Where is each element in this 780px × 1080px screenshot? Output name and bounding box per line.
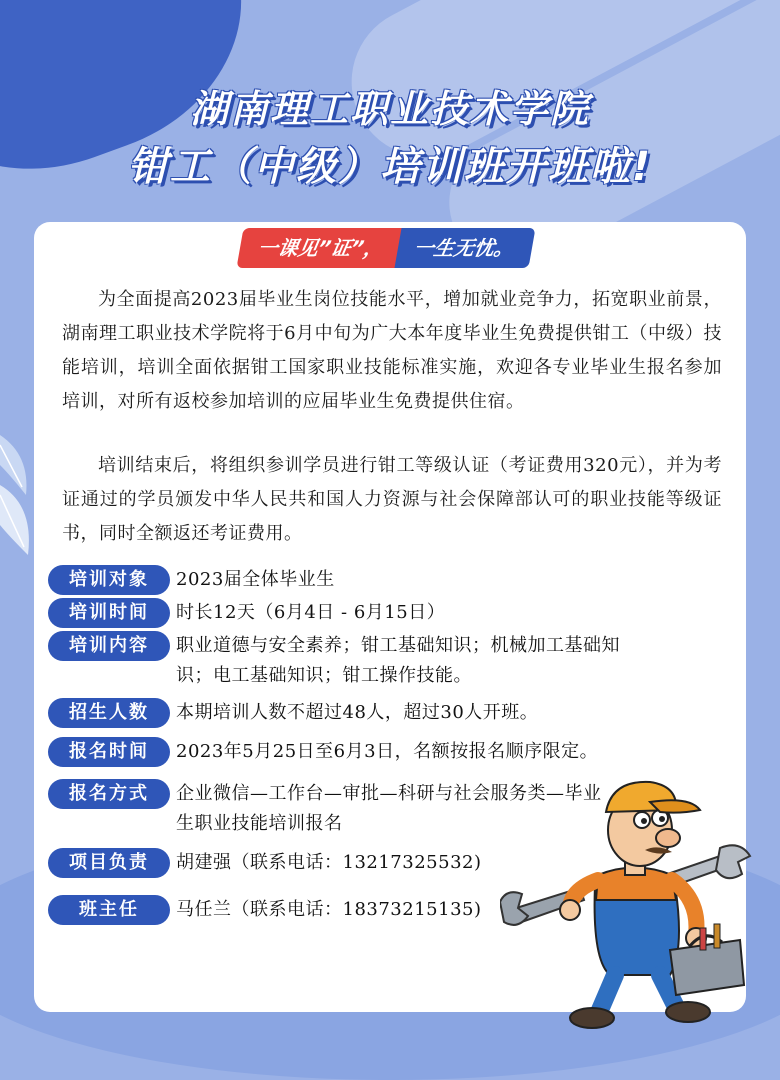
intro-paragraph: 为全面提高2023届毕业生岗位技能水平，增加就业竞争力，拓宽职业前景，湖南理工职业技术学院将于6月中旬为广大本年度毕业生免费提供钳工（中级）技能培训，培训全面依据钳工国家职业技能标准实施，欢迎各专业毕业生报名参加培训，对所有返校参加培训的应届毕业生免费提供住宿。	[62, 289, 722, 412]
certification-paragraph: 培训结束后，将组织参训学员进行钳工等级认证（考证费用320元），并为考证通过的学员颁发中华人民共和国人力资源与社会保障部认可的职业技能等级证书，同时全额返还考证费用。	[62, 455, 722, 544]
info-value: 2023届全体毕业生	[176, 569, 335, 590]
info-value: 本期培训人数不超过48人，超过30人开班。	[176, 702, 539, 723]
info-label: 项目负责	[48, 848, 170, 878]
info-label: 招生人数	[48, 698, 170, 728]
info-label: 报名时间	[48, 737, 170, 767]
info-value: 职业道德与安全素养；钳工基础知识；机械加工基础知识；电工基础知识；钳工操作技能。	[176, 635, 620, 686]
info-label: 培训对象	[48, 565, 170, 595]
slogan-right: 一生无忧。	[394, 228, 535, 268]
info-label: 培训时间	[48, 598, 170, 628]
info-label: 班主任	[48, 895, 170, 925]
info-value: 胡建强（联系电话：13217325532)	[176, 852, 482, 873]
info-value: 企业微信—工作台—审批—科研与社会服务类—毕业生职业技能培训报名	[176, 783, 602, 834]
info-value: 2023年5月25日至6月3日，名额按报名顺序限定。	[176, 741, 599, 762]
leaf-decoration-icon	[0, 425, 40, 575]
info-value: 时长12天（6月4日 - 6月15日）	[176, 602, 446, 623]
slogan-banner	[240, 228, 532, 268]
slogan-left: 一课见”证”，	[236, 228, 403, 268]
worker-mascot-icon	[500, 760, 760, 1030]
info-value: 马任兰（联系电话：18373215135)	[176, 899, 482, 920]
page-title-course: 钳工（中级）培训班开班啦!	[127, 144, 653, 190]
info-label: 报名方式	[48, 779, 170, 809]
page-title-school: 湖南理工职业技术学院	[189, 87, 590, 131]
info-label: 培训内容	[48, 631, 170, 661]
